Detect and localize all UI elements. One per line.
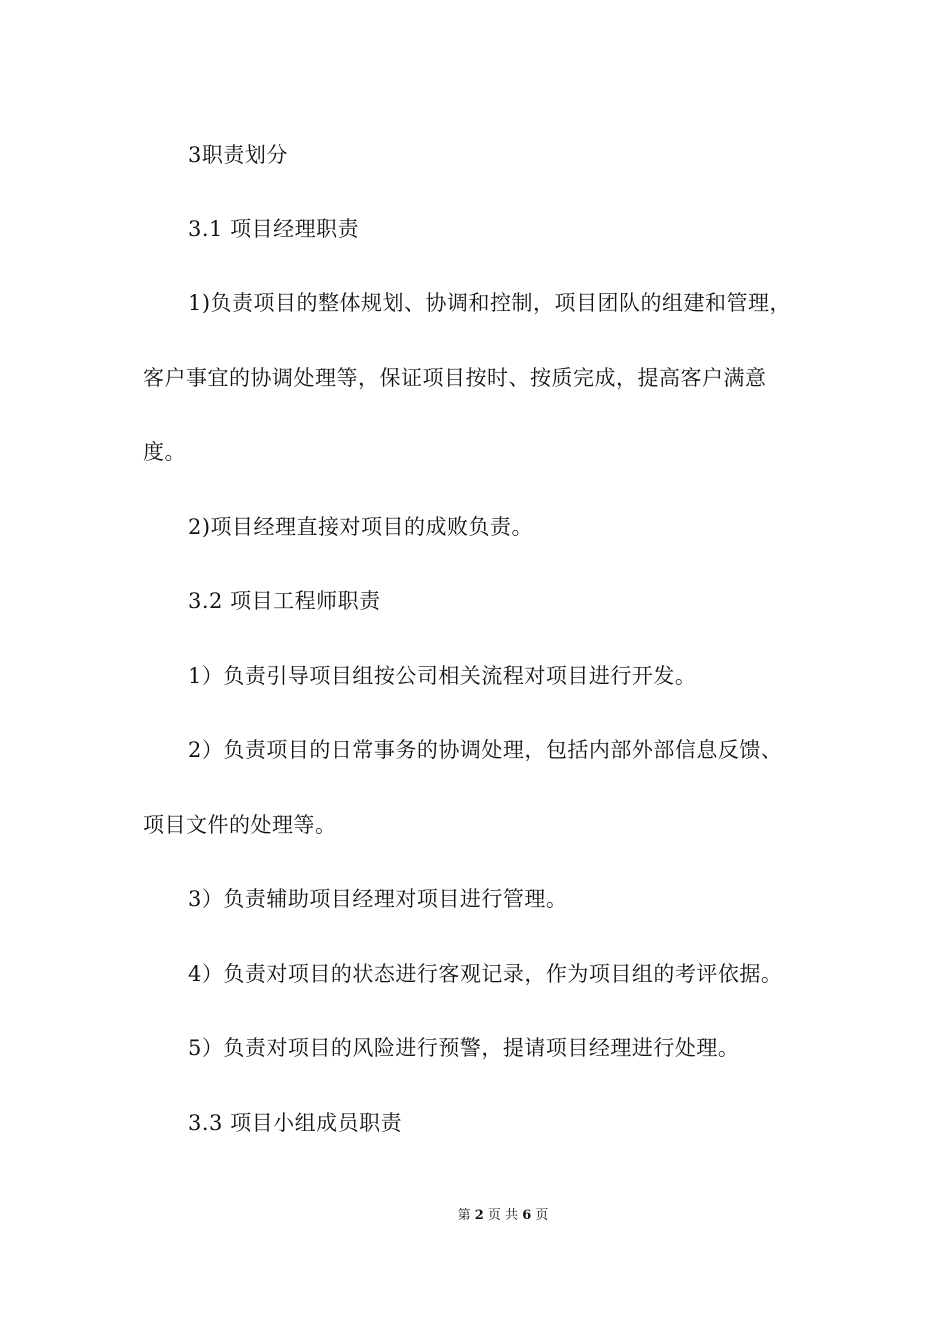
paragraph-line: 项目文件的处理等。 [143, 813, 337, 837]
paragraph-line: 客户事宜的协调处理等，保证项目按时、按质完成，提高客户满意 [143, 366, 767, 390]
current-page-number: 2 [474, 1208, 484, 1223]
section-heading-3: 3职责划分 [188, 143, 288, 167]
paragraph-line: 2）负责项目的日常事务的协调处理，包括内部外部信息反馈、 [188, 738, 783, 762]
subsection-heading-3-1: 3.1 项目经理职责 [188, 217, 360, 241]
footer-prefix: 第 [457, 1208, 471, 1223]
paragraph-line: 4）负责对项目的状态进行客观记录，作为项目组的考评依据。 [188, 962, 783, 986]
paragraph-line: 1）负责引导项目组按公司相关流程对项目进行开发。 [188, 664, 697, 688]
footer-suffix: 页 [535, 1208, 549, 1223]
footer-middle: 页 共 [487, 1208, 519, 1223]
paragraph-line: 2)项目经理直接对项目的成败负责。 [188, 515, 534, 539]
paragraph-line: 5）负责对项目的风险进行预警，提请项目经理进行处理。 [188, 1036, 740, 1060]
total-pages-number: 6 [522, 1208, 532, 1223]
paragraph-line: 3）负责辅助项目经理对项目进行管理。 [188, 887, 568, 911]
paragraph-line: 度。 [143, 440, 186, 464]
subsection-heading-3-2: 3.2 项目工程师职责 [188, 589, 381, 613]
subsection-heading-3-3: 3.3 项目小组成员职责 [188, 1111, 403, 1135]
paragraph-line: 1)负责项目的整体规划、协调和控制，项目团队的组建和管理， [188, 291, 792, 315]
page-footer [0, 1206, 950, 1226]
